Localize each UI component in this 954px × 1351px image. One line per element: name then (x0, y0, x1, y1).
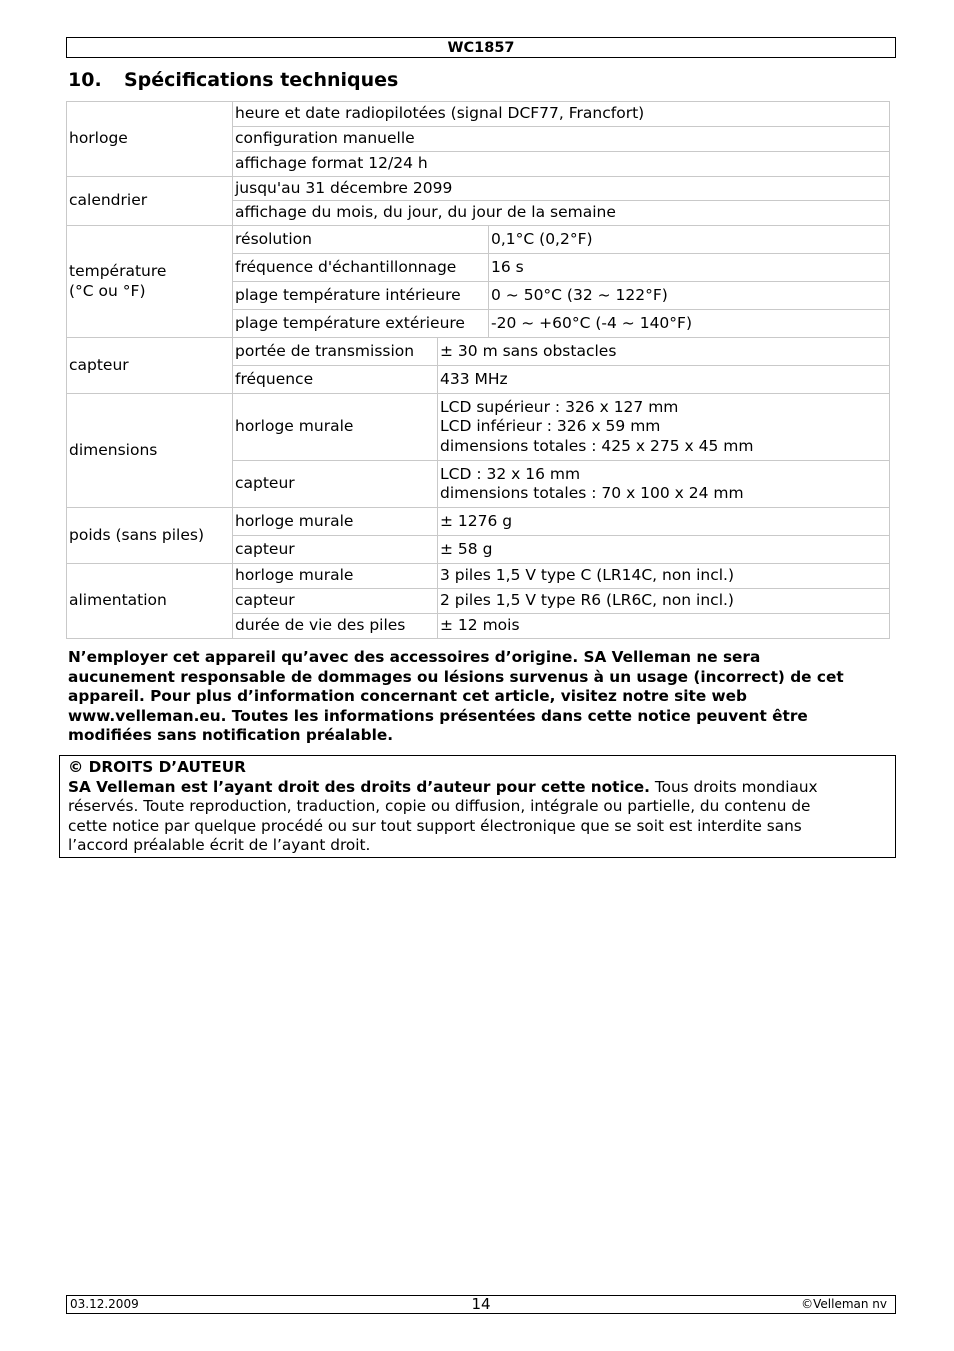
spec-name: capteur (233, 461, 438, 508)
spec-value: 16 s (489, 254, 890, 282)
section-number: 10. (68, 69, 102, 91)
spec-name: horloge murale (233, 394, 438, 461)
page-number: 14 (471, 1295, 491, 1313)
spec-name: horloge murale (233, 564, 438, 589)
category-poids: poids (sans piles) (67, 508, 233, 564)
spec-name: plage température extérieure (233, 310, 489, 338)
notice-line: N’employer cet appareil qu’avec des accessoires d’origine. SA Velleman ne sera (68, 648, 761, 666)
spec-value: 3 piles 1,5 V type C (LR14C, non incl.) (438, 564, 890, 589)
copyright-notice (59, 755, 896, 858)
spec-value-line: LCD : 32 x 16 mm (440, 464, 581, 483)
spec-value: -20 ~ +60°C (-4 ~ 140°F) (489, 310, 890, 338)
spec-name: fréquence d'échantillonnage (233, 254, 489, 282)
category-dimensions: dimensions (67, 394, 233, 508)
footer-copyright: ©Velleman nv (801, 1297, 887, 1311)
table-row (67, 564, 890, 589)
spec-value: ± 1276 g (438, 508, 890, 536)
spec-value: ± 30 m sans obstacles (438, 338, 890, 366)
spec-value: 433 MHz (438, 366, 890, 394)
notice-line: appareil. Pour plus d’information concernant cet article, visitez notre site web (68, 687, 747, 705)
spec-value-line: dimensions totales : 70 x 100 x 24 mm (440, 484, 744, 502)
category-calendrier: calendrier (67, 177, 233, 226)
spec-value: heure et date radiopilotées (signal DCF77, Francfort) (233, 102, 890, 127)
model-number: WC1857 (447, 40, 515, 56)
category-temperature (67, 226, 233, 338)
copyright-line: l’accord préalable écrit de l’ayant droit. (68, 836, 371, 854)
spec-value-line: LCD inférieur : 326 x 59 mm (440, 417, 661, 436)
spec-name: portée de transmission (233, 338, 438, 366)
spec-value-line: LCD supérieur : 326 x 127 mm (440, 397, 679, 416)
category-temperature-line2: (°C ou °F) (69, 281, 146, 300)
table-row (67, 338, 890, 366)
spec-value: 0 ~ 50°C (32 ~ 122°F) (489, 282, 890, 310)
spec-value: ± 58 g (438, 536, 890, 564)
section-title-text: Spécifications techniques (124, 69, 399, 91)
footer-date: 03.12.2009 (70, 1297, 139, 1311)
copyright-line: cette notice par quelque procédé ou sur tout support électronique que se soit est interdite sans (68, 816, 802, 835)
category-temperature-line1: température (69, 262, 167, 280)
spec-value: affichage format 12/24 h (233, 152, 890, 177)
disclaimer-notice (68, 648, 888, 746)
spec-value: 0,1°C (0,2°F) (489, 226, 890, 254)
spec-value: 2 piles 1,5 V type R6 (LR6C, non incl.) (438, 589, 890, 614)
copyright-text: Tous droits mondiaux (649, 777, 818, 796)
document-header (66, 37, 896, 58)
table-row (67, 394, 890, 461)
category-alimentation: alimentation (67, 564, 233, 639)
table-row (67, 177, 890, 201)
spec-value: affichage du mois, du jour, du jour de la semaine (233, 201, 890, 226)
spec-value: configuration manuelle (233, 127, 890, 152)
spec-name: fréquence (233, 366, 438, 394)
spec-value: jusqu'au 31 décembre 2099 (233, 177, 890, 201)
copyright-title: © DROITS D’AUTEUR (68, 758, 246, 776)
spec-name: capteur (233, 589, 438, 614)
notice-line: aucunement responsable de dommages ou lésions survenus à un usage (incorrect) de cet (68, 667, 844, 686)
spec-value (438, 461, 890, 508)
copyright-bold-text: SA Velleman est l’ayant droit des droits d’auteur pour cette notice. (68, 777, 650, 796)
table-row (67, 508, 890, 536)
specifications-table (66, 101, 890, 639)
spec-name: capteur (233, 536, 438, 564)
table-row (67, 102, 890, 127)
spec-name: horloge murale (233, 508, 438, 536)
notice-line: www.velleman.eu. Toutes les informations présentées dans cette notice peuvent être (68, 706, 808, 725)
copyright-line (68, 778, 887, 798)
category-horloge: horloge (67, 102, 233, 177)
spec-name: durée de vie des piles (233, 614, 438, 639)
section-title (68, 68, 398, 92)
copyright-line: réservés. Toute reproduction, traduction, copie ou diffusion, intégrale ou partielle, du contenu de (68, 797, 811, 815)
spec-name: résolution (233, 226, 489, 254)
spec-value (438, 394, 890, 461)
notice-line: modifiées sans notification préalable. (68, 726, 394, 744)
category-capteur: capteur (67, 338, 233, 394)
spec-value-line: dimensions totales : 425 x 275 x 45 mm (440, 436, 754, 455)
table-row (67, 226, 890, 254)
spec-name: plage température intérieure (233, 282, 489, 310)
spec-value: ± 12 mois (438, 614, 890, 639)
document-footer (66, 1295, 896, 1314)
